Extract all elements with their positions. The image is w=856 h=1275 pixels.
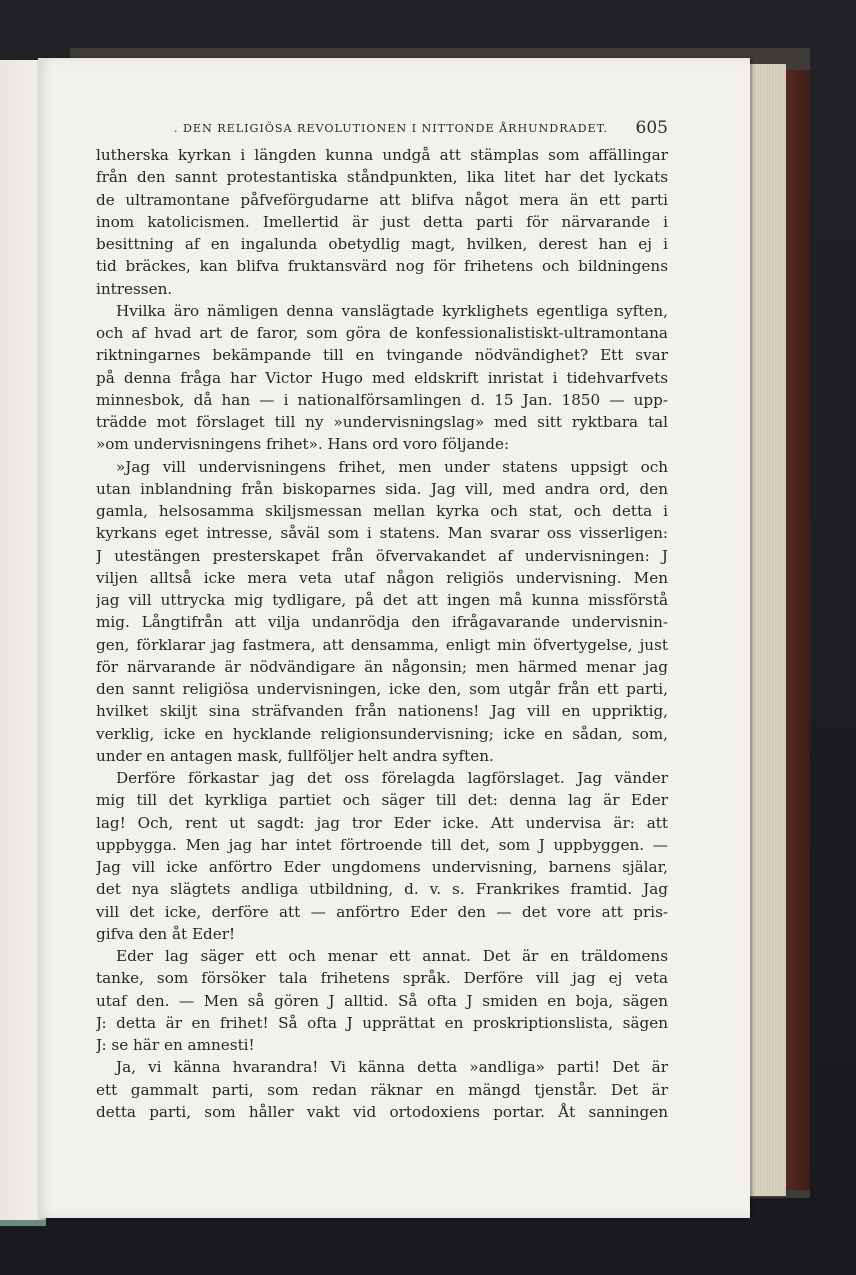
text-line: intressen. <box>96 279 173 298</box>
text-line: jag vill uttrycka mig tydligare, på det att ingen må kunna missförstå <box>96 591 668 609</box>
text-line: Ja, vi känna hvarandra! Vi känna detta »andliga» parti! Det är <box>116 1058 668 1077</box>
text-line: från den sannt protestantiska ståndpunkten, lika litet har det lyckats <box>96 168 668 187</box>
text-line: besittning af en ingalunda obetydlig magt, hvilken, derest han ej i <box>96 235 668 253</box>
text-line: tanke, som försöker tala frihetens språk. Derföre vill jag ej veta <box>96 969 668 988</box>
text-line: ett gammalt parti, som redan räknar en mängd tjenstår. Det är <box>96 1080 668 1099</box>
text-line: Jag vill icke anförtro Eder ungdomens undervisning, barnens själar, <box>96 858 668 876</box>
text-line: gen, förklarar jag fastmera, att densamma, enligt min öfvertygelse, just <box>96 635 668 654</box>
text-line: och af hvad art de faror, som göra de konfessionalistiskt-ultramontana <box>96 324 668 342</box>
text-line: »om undervisningens frihet». Hans ord voro följande: <box>96 435 510 454</box>
text-line: vill det icke, derföre att — anförtro Eder den — det vore att pris- <box>96 902 668 921</box>
text-line: »Jag vill undervisningens frihet, men under statens uppsigt och <box>116 457 668 476</box>
text-line: på denna fråga har Victor Hugo med eldskrift inristat i tidehvarfvets <box>96 368 668 387</box>
text-line: trädde mot förslaget till ny »undervisningslag» med sitt ryktbara tal <box>96 413 668 431</box>
text-line: Derföre förkastar jag det oss förelagda lagförslaget. Jag vänder <box>116 769 668 787</box>
text-line: mig till det kyrkliga partiet och säger till det: denna lag är Eder <box>96 791 668 810</box>
text-line: den sannt religiösa undervisningen, icke den, som utgår från ett parti, <box>96 680 668 698</box>
text-line: Eder lag säger ett och menar ett annat. Det är en träldomens <box>116 947 668 965</box>
text-line: tid bräckes, kan blifva fruktansvärd nog för frihetens och bildningens <box>96 257 668 276</box>
text-line: gamla, helsosamma skiljsmessan mellan kyrka och stat, och detta i <box>96 502 668 520</box>
text-line: J utestängen presterskapet från öfvervakandet af undervisningen: J <box>96 546 668 565</box>
text-line: utaf den. — Men så gören J alltid. Så ofta J smiden en boja, sägen <box>96 991 668 1010</box>
text-line: under en antagen mask, fullföljer helt andra syften. <box>96 746 494 765</box>
text-line: hvilket skiljt sina sträfvanden från nationens! Jag vill en uppriktig, <box>96 702 668 721</box>
text-line: minnesbok, då han — i nationalförsamlingen d. 15 Jan. 1850 — upp- <box>96 390 668 409</box>
text-line: utan inblandning från biskoparnes sida. Jag vill, med andra ord, den <box>96 479 668 498</box>
text-line: riktningarnes bekämpande till en tvingande nödvändighet? Ett svar <box>96 346 668 365</box>
text-line: kyrkans eget intresse, såväl som i statens. Man svarar oss visserligen: <box>96 524 668 543</box>
text-line: uppbygga. Men jag har intet förtroende till det, som J uppbyggen. — <box>96 835 668 854</box>
text-line: viljen alltså icke mera veta utaf någon religiös undervisning. Men <box>96 568 668 587</box>
text-line: för närvarande är nödvändigare än någonsin; men härmed menar jag <box>96 657 668 676</box>
text-line: inom katolicismen. Imellertid är just detta parti för närvarande i <box>96 212 668 231</box>
text-line: J: detta är en frihet! Så ofta J upprättat en proskriptionslista, sägen <box>96 1013 668 1032</box>
text-line: lag! Och, rent ut sagdt: jag tror Eder icke. Att undervisa är: att <box>96 813 668 832</box>
page-header <box>96 118 668 140</box>
text-line: Hvilka äro nämligen denna vanslägtade kyrklighets egentliga syften, <box>116 301 668 320</box>
text-line: lutherska kyrkan i längden kunna undgå att stämplas som affällingar <box>96 146 668 164</box>
text-line: detta parti, som håller vakt vid ortodoxiens portar. Åt sanningen <box>96 1102 668 1121</box>
text-line: gifva den åt Eder! <box>96 924 236 943</box>
text-line: mig. Långtifrån att vilja undanrödja den ifrågavarande undervisnin- <box>96 613 668 632</box>
page-number: 605 <box>635 118 668 138</box>
text-line: J: se här en amnesti! <box>96 1036 255 1054</box>
text-line: verklig, icke en hycklande religionsundervisning; icke en sådan, som, <box>96 724 668 743</box>
text-line: de ultramontane påfveförgudarne att blifva något mera än ett parti <box>96 190 668 209</box>
text-line: det nya slägtets andliga utbildning, d. v. s. Frankrikes framtid. Jag <box>96 880 668 899</box>
running-head: . DEN RELIGIÖSA REVOLUTIONEN I NITTONDE ÅRHUNDRADET. <box>174 122 608 135</box>
body-text <box>96 144 668 1123</box>
page-edges <box>746 64 786 1196</box>
